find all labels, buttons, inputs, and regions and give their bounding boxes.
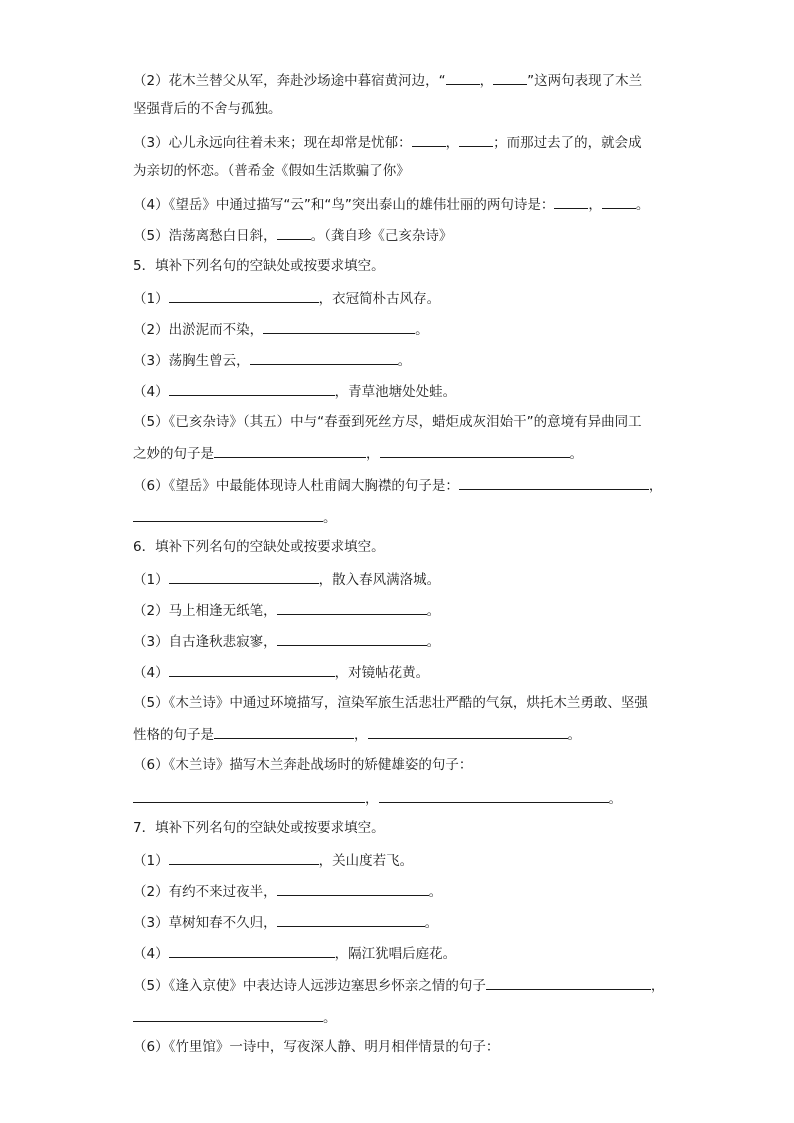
q4-item3-blank-2[interactable] [459, 132, 493, 147]
q4-item3-blank-1[interactable] [412, 132, 446, 147]
q6-item6-text: （6）《木兰诗》描写木兰奔赴战场时的矫健雄姿的句子： [133, 757, 473, 773]
q4-item4-line [133, 194, 673, 214]
q4-item2-line2 [133, 100, 673, 118]
q5-item6-line2 [133, 507, 673, 527]
q7-item5-end: 。 [323, 1010, 337, 1026]
q6-item5-line1 [133, 694, 673, 712]
q5-item5-line2 [133, 443, 673, 463]
q6-item1-text: ，散入春风满洛城。 [318, 572, 441, 588]
q5-item5-blank-1[interactable] [214, 443, 366, 458]
q7-item1-text: ，关山度若飞。 [318, 853, 414, 869]
q5-item4-num: （4） [133, 384, 169, 400]
q7-item4-num: （4） [133, 946, 169, 962]
q4-item4-sep: ， [588, 197, 602, 213]
q5-item4-line [133, 381, 673, 401]
q5-item5-text: （5）《已亥杂诗》（其五）中与“春蚕到死丝方尽，蜡炬成灰泪始干”的意境有异曲同工 [133, 414, 642, 430]
q5-item3-text: （3）荡胸生曾云， [133, 353, 250, 369]
q6-item2-text: （2）马上相逢无纸笔， [133, 603, 277, 619]
q6-item6-line1 [133, 756, 673, 774]
q7-item5-sep: ， [650, 978, 665, 994]
q5-item2-blank[interactable] [263, 319, 415, 334]
q5-item2-line [133, 319, 673, 339]
q5-item3-blank[interactable] [250, 350, 398, 365]
q5-item6-blank-1[interactable] [459, 475, 649, 490]
q4-item2-text: （2）花木兰替父从军，奔赴沙场途中暮宿黄河边，“ [133, 73, 446, 89]
q4-item3-text-c: 为亲切的怀恋。（普希金《假如生活欺骗了你》 [133, 163, 410, 179]
q7-item6-line1 [133, 1038, 673, 1056]
q4-item3-line2 [133, 162, 673, 180]
q7-item1-line [133, 850, 673, 870]
q6-heading: 6．填补下列名句的空缺处或按要求填空。 [133, 539, 385, 555]
q6-item6-line2 [133, 788, 673, 808]
q5-item5-line1 [133, 413, 673, 431]
q7-item3-blank[interactable] [277, 912, 425, 927]
q6-item3-blank[interactable] [277, 631, 427, 646]
q4-item5-text-b: 。（龚自珍《己亥杂诗》 [310, 228, 453, 244]
q5-item4-blank[interactable] [169, 381, 335, 396]
q7-item5-line1 [133, 975, 673, 995]
q7-item2-line [133, 881, 673, 901]
q6-item6-blank-1[interactable] [133, 788, 365, 803]
q6-item4-num: （4） [133, 665, 169, 681]
q6-item6-blank-2[interactable] [379, 788, 609, 803]
q7-item4-text: ，隔江犹唱后庭花。 [334, 946, 457, 962]
q5-item6-text: （6）《望岳》中最能体现诗人杜甫阔大胸襟的句子是： [133, 478, 459, 494]
q4-item2-line1 [133, 70, 673, 90]
q6-item2-line [133, 600, 673, 620]
q7-item3-text: （3）草树知春不久归， [133, 915, 277, 931]
q7-item1-blank[interactable] [169, 850, 319, 865]
q6-item2-end: 。 [426, 603, 441, 619]
q7-item4-blank[interactable] [169, 943, 335, 958]
q4-item5-line [133, 225, 673, 245]
q7-item2-blank[interactable] [277, 881, 429, 896]
q5-item5-blank-2[interactable] [380, 443, 570, 458]
q7-item6-text: （6）《竹里馆》一诗中，写夜深人静、明月相伴情景的句子： [133, 1039, 500, 1055]
q6-item5-text: （5）《木兰诗》中通过环境描写，渲染军旅生活悲壮严酷的气氛，烘托木兰勇敢、坚强 [133, 695, 648, 711]
q7-item3-line [133, 912, 673, 932]
q5-item4-text: ，青草池塘处处蛙。 [334, 384, 457, 400]
q5-item6-sep: ， [648, 478, 663, 494]
q5-item3-end: 。 [397, 353, 412, 369]
q6-item6-sep: ， [365, 791, 379, 807]
q4-item2-blank-1[interactable] [446, 70, 480, 85]
q4-item4-blank-1[interactable] [554, 194, 588, 209]
q5-item1-num: （1） [133, 291, 169, 307]
q6-item5-blank-2[interactable] [368, 724, 568, 739]
q5-item3-line [133, 350, 673, 370]
q6-item3-line [133, 631, 673, 651]
q4-item3-text: （3）心儿永远向往着未来；现在却常是忧郁： [133, 135, 412, 151]
q7-item5-blank-2[interactable] [133, 1007, 323, 1022]
q5-item1-text: ，衣冠简朴古风存。 [318, 291, 441, 307]
q5-heading: 5．填补下列名句的空缺处或按要求填空。 [133, 258, 385, 274]
q6-item1-line [133, 569, 673, 589]
q7-item1-num: （1） [133, 853, 169, 869]
q4-item5-text: （5）浩荡离愁白日斜， [133, 228, 277, 244]
q7-item5-line2 [133, 1007, 673, 1027]
q6-item4-text: ，对镜帖花黄。 [334, 665, 430, 681]
q5-item5-text-b: 之妙的句子是 [133, 446, 214, 462]
q4-item2-sep: ， [479, 73, 494, 89]
q7-item4-line [133, 943, 673, 963]
q7-item2-end: 。 [428, 884, 443, 900]
q4-item4-end: 。 [635, 197, 650, 213]
q6-item4-line [133, 662, 673, 682]
q6-item1-blank[interactable] [169, 569, 319, 584]
q7-item3-end: 。 [424, 915, 439, 931]
q7-item5-text: （5）《逢入京使》中表达诗人远涉边塞思乡怀亲之情的句子 [133, 978, 486, 994]
q6-item6-end: 。 [608, 791, 622, 807]
q6-item5-line2 [133, 724, 673, 744]
q6-item4-blank[interactable] [169, 662, 335, 677]
q4-item2-text-c: 坚强背后的不舍与孤独。 [133, 101, 282, 117]
q5-item1-blank[interactable] [169, 288, 319, 303]
q6-item1-num: （1） [133, 572, 169, 588]
q7-heading: 7．填补下列名句的空缺处或按要求填空。 [133, 820, 385, 836]
q4-item4-text: （4）《望岳》中通过描写“云”和“鸟”突出泰山的雄伟壮丽的两句诗是： [133, 197, 555, 213]
q6-item3-end: 。 [426, 634, 441, 650]
q6-item2-blank[interactable] [277, 600, 427, 615]
q5-item6-end: 。 [323, 510, 337, 526]
q6-item5-sep: ， [354, 727, 368, 743]
q6-item3-text: （3）自古逢秋悲寂寥， [133, 634, 277, 650]
q5-item5-sep: ， [366, 446, 380, 462]
q5-item2-text: （2）出淤泥而不染， [133, 322, 264, 338]
q5-item6-blank-2[interactable] [133, 507, 323, 522]
q4-item3-line1 [133, 132, 673, 152]
q4-item5-blank[interactable] [277, 225, 311, 240]
q6-item5-blank-1[interactable] [214, 724, 354, 739]
q7-item2-text: （2）有约不来过夜半， [133, 884, 277, 900]
q6-item5-end: 。 [567, 727, 581, 743]
q6-item5-text-b: 性格的句子是 [133, 727, 214, 743]
q4-item3-sep: ， [445, 135, 460, 151]
q4-item4-blank-2[interactable] [602, 194, 636, 209]
q5-item5-end: 。 [569, 446, 583, 462]
q4-item3-text-b: ；而那过去了的，就会成 [493, 135, 642, 151]
q7-item5-blank-1[interactable] [486, 975, 651, 990]
q5-item6-line1 [133, 475, 673, 495]
q5-item1-line [133, 288, 673, 308]
q4-item2-text-b: ”这两句表现了木兰 [527, 73, 643, 89]
q5-item2-end: 。 [415, 322, 429, 338]
q4-item2-blank-2[interactable] [493, 70, 527, 85]
